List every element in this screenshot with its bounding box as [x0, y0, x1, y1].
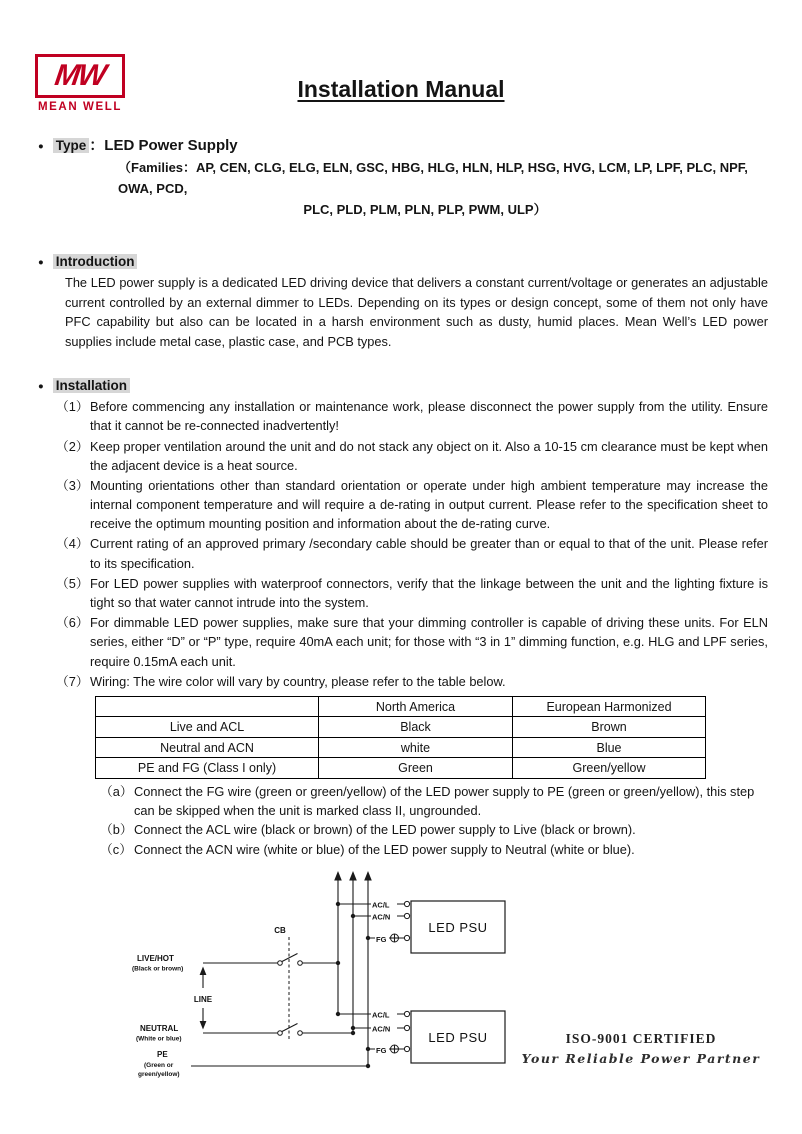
table-header-cell: North America: [319, 696, 513, 717]
item-number: （7）: [56, 673, 89, 689]
led-psu-label: LED PSU: [428, 1029, 488, 1045]
circuit-breaker: [274, 926, 302, 1041]
ground-plus-icon: [391, 1045, 399, 1053]
step-letter: （b）: [100, 822, 133, 838]
installation-heading-row: [38, 378, 768, 393]
step-text: Connect the ACL wire (black or brown) of the LED power supply to Live (black or brown).: [134, 822, 636, 838]
item-number: （2）: [56, 438, 89, 454]
item-number: （6）: [56, 615, 89, 631]
table-cell: Green/yellow: [513, 758, 706, 779]
acn-terminal-label: AC/N: [372, 912, 391, 922]
slogan-text: Your Reliable Power Partner: [521, 1051, 761, 1066]
table-header-cell: [96, 696, 319, 717]
table-row: [96, 717, 706, 738]
document-content: [38, 134, 768, 1088]
cb-label: CB: [274, 925, 286, 935]
pe-label: PE: [157, 1049, 168, 1059]
pe-sublabel-2: green/yellow): [138, 1070, 180, 1078]
pe-sublabel-1: (Green or: [144, 1061, 174, 1069]
page-footer: [516, 1031, 766, 1066]
item-number: （4）: [56, 536, 89, 552]
step-letter: （a）: [100, 783, 133, 799]
list-item: [56, 476, 768, 534]
ground-plus-icon: [391, 934, 399, 942]
type-value: LED Power Supply: [104, 137, 238, 154]
item-text: For dimmable LED power supplies, make sure that your dimming controller is capable of driving these units. For ELN series, either “D” or “P” type, require 40mA each unit; for those with “3 in 1” dimming function, e.g. HLG and LPF series, require 0.15mA each unit.: [90, 615, 768, 669]
table-cell: white: [319, 737, 513, 758]
step-text: Connect the ACN wire (white or blue) of the LED power supply to Neutral (white or blue).: [134, 841, 635, 857]
type-section-heading: [38, 134, 768, 155]
type-separator: ：: [89, 137, 105, 154]
families-line-2: PLC, PLD, PLM, PLN, PLP, PWM, ULP）: [303, 201, 547, 217]
item-text: Current rating of an approved primary /secondary cable should be greater than or equal to that of the unit. Please refer to its specification.: [90, 536, 768, 571]
terminal-connectors: [404, 901, 409, 1051]
table-header-cell: European Harmonized: [513, 696, 706, 717]
list-item: [100, 840, 768, 859]
page-title: Installation Manual: [297, 76, 505, 102]
introduction-section: [38, 254, 768, 351]
line-marker: [194, 966, 213, 1029]
wiring-steps: [100, 782, 768, 859]
live-hot-label: LIVE/HOT: [137, 953, 174, 963]
bullet-icon: ●: [38, 381, 44, 393]
item-text: Mounting orientations other than standard orientation or operate under high ambient temperature may increase the internal component temperature and will require a de-rating in output current. Please refer to the specification sheet to receive the optimum mounting position and information about the de-rating curve.: [90, 477, 768, 532]
table-cell: PE and FG (Class I only): [96, 758, 319, 779]
families-line-1: （Families：AP, CEN, CLG, ELG, ELN, GSC, HBG, HLG, HLN, HLP, HSG, HVG, LCM, LP, LPF, PLC, NPF, OWA, PCD,: [118, 160, 748, 196]
table-cell: Neutral and ACN: [96, 737, 319, 758]
led-psu-label: LED PSU: [428, 919, 488, 935]
acl-terminal-label: AC/L: [372, 900, 390, 910]
list-item: [56, 534, 768, 572]
item-number: （1）: [56, 399, 89, 415]
type-label: Type: [53, 138, 90, 153]
iso-certified-text: ISO-9001 CERTIFIED: [565, 1031, 717, 1046]
type-line: [53, 134, 238, 155]
item-number: （3）: [56, 477, 89, 493]
arrow-down-icon: [200, 1021, 207, 1030]
step-letter: （c）: [100, 841, 132, 857]
item-text: Before commencing any installation or maintenance work, please disconnect the power supply from the utility. Ensure that it cannot be re-connected inadvertently!: [90, 399, 768, 434]
installation-section: [38, 378, 768, 859]
table-cell: Brown: [513, 717, 706, 738]
list-item: [100, 820, 768, 839]
table-header-row: [96, 696, 706, 717]
neutral-label: NEUTRAL: [140, 1023, 179, 1033]
arrow-up-icon: [334, 871, 342, 881]
line-label: LINE: [193, 994, 213, 1004]
terminal-labels-top: [371, 898, 399, 944]
introduction-heading: Introduction: [53, 254, 138, 269]
list-item: [56, 672, 768, 691]
list-item: [100, 782, 768, 820]
arrow-up-icon: [364, 871, 372, 881]
list-item: [56, 397, 768, 435]
table-cell: Live and ACL: [96, 717, 319, 738]
list-item: [56, 613, 768, 671]
installation-heading: Installation: [53, 378, 130, 393]
installation-items: [56, 397, 768, 691]
table-row: [96, 737, 706, 758]
table-row: [96, 758, 706, 779]
introduction-heading-row: [38, 254, 768, 269]
table-cell: Blue: [513, 737, 706, 758]
bullet-icon: ●: [38, 257, 44, 269]
conductor-labels: [132, 954, 183, 1078]
list-item: [56, 574, 768, 612]
terminal-labels-bottom: [371, 1008, 399, 1055]
item-text: Wiring: The wire color will vary by country, please refer to the table below.: [90, 673, 506, 689]
arrow-up-icon: [349, 871, 357, 881]
fg-terminal-label: FG: [376, 1045, 387, 1055]
list-item: [56, 437, 768, 475]
item-number: （5）: [56, 575, 89, 591]
fg-terminal-label: FG: [376, 934, 387, 944]
item-text: For LED power supplies with waterproof connectors, verify that the linkage between the unit and the lighting fixture is tight so that water cannot intrude into the system.: [90, 575, 768, 611]
table-cell: Green: [319, 758, 513, 779]
live-hot-sublabel: (Black or brown): [132, 965, 184, 973]
acl-terminal-label: AC/L: [372, 1010, 390, 1020]
wiring-diagram: [123, 871, 563, 1083]
bus-lines: [334, 871, 372, 1066]
arrow-up-icon: [200, 966, 207, 975]
wire-color-table: [95, 696, 706, 779]
item-text: Keep proper ventilation around the unit and do not stack any object on it. Also a 10-15 cm clearance must be kept when the adjacent device is a heat source.: [90, 438, 768, 473]
brand-name: MEAN WELL: [37, 101, 123, 113]
table-cell: Black: [319, 717, 513, 738]
acn-terminal-label: AC/N: [372, 1024, 391, 1034]
introduction-body: The LED power supply is a dedicated LED driving device that delivers a constant current/voltage or generates an adjustable current controlled by an external dimmer to LEDs. Depending on its types or design concept, some of them not only have PFC capability but also can be located in a harsh environment such as dusty, humid places. Mean Well’s LED power supplies include metal case, plastic case, and PCB types.: [65, 275, 768, 349]
mw-logo-icon: MW: [53, 59, 108, 92]
families-list: [118, 158, 768, 220]
bullet-icon: ●: [38, 141, 44, 152]
step-text: Connect the FG wire (green or green/yellow) of the LED power supply to PE (green or green/yellow), this step can be skipped when the unit is marked class II, ungrounded.: [134, 783, 755, 819]
neutral-sublabel: (White or blue): [136, 1035, 182, 1043]
